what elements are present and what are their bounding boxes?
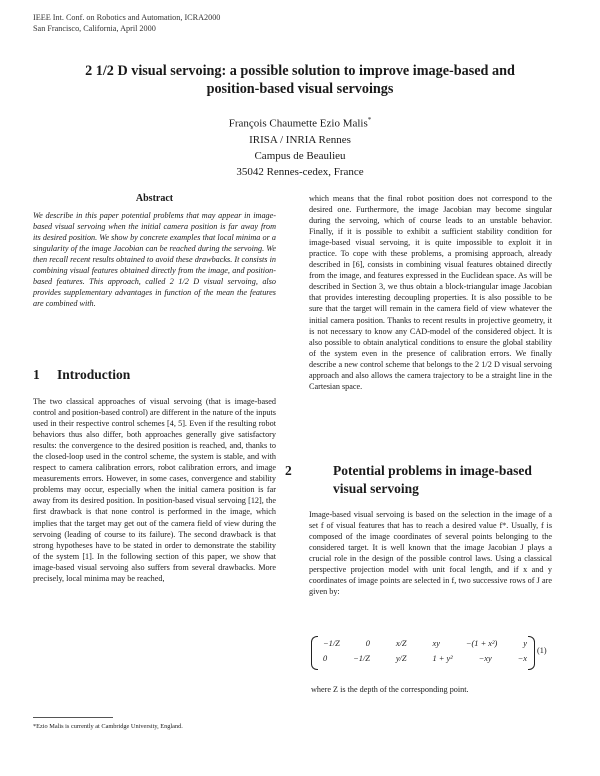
matrix-right-bracket [528,636,535,670]
section-1-heading [33,366,130,384]
section-2-title-1: Potential problems in image-based [333,463,532,478]
author-names-line [150,112,450,132]
title-line-1: 2 1/2 D visual servoing: a possible solution to improve image-based and [85,63,515,79]
conference-line-1: IEEE Int. Conf. on Robotics and Automation, ICRA2000 [33,13,221,22]
matrix-cell: 1 + y² [432,654,453,663]
equation-label: (1) [537,646,547,655]
conference-line-2: San Francisco, California, April 2000 [33,24,156,33]
matrix-cell: 0 [323,654,328,663]
matrix-cell: −xy [478,654,492,663]
section-2-heading [285,462,554,498]
matrix-cell: −x [517,654,527,663]
affiliation: IRISA / INRIA Rennes [249,133,351,146]
section-1-title: Introduction [57,367,131,382]
section-1-number: 1 [33,367,40,382]
footnote-mark: * [367,116,372,124]
jacobian-matrix [311,636,551,670]
equation-explanation: where Z is the depth of the corresponding point. [311,685,469,694]
matrix-row-1 [323,639,527,648]
conference-header [33,12,220,34]
matrix-cell: x/Z [395,639,407,648]
section-2-number: 2 [285,463,292,478]
matrix-left-bracket [311,636,318,670]
section-2-title-line-1 [285,462,554,480]
matrix-row-2 [323,654,527,663]
footnote: *Ezio Malis is currently at Cambridge University, England. [33,723,183,730]
author-block [150,112,450,180]
address-line-2: 35042 Rennes-cedex, France [236,165,364,178]
matrix-cell: −1/Z [323,639,340,648]
matrix-cell: 0 [365,639,370,648]
matrix-cell: −(1 + x²) [465,639,498,648]
address-line-1: Campus de Beaulieu [254,149,346,162]
section-2-title-line-2: visual servoing [333,481,419,496]
title-line-2: position-based visual servoings [206,81,394,97]
paper-title [40,62,560,98]
section-2-text: Image-based visual servoing is based on the selection in the image of a set f of visual features that has to reach a desired value f*. Usually, f is composed of the image coordinates of several points belonging to the considered target. It is well known that the image Jacobian J plays a crucial role in the design of the possible control laws. Using a classical perspective projection model with unit focal length, and if x and y coordinates of image points are selected in f, two successive rows of J are given by: [309,510,552,597]
abstract-text: We describe in this paper potential problems that may appear in image-based visual servoing when the initial camera position is far away from its desired position. We show by concrete examples that local minima or a singularity of the image Jacobian can be reached during the servoing. We then recall recent results obtained to avoid these drawbacks. It consists in combining visual features obtained directly from the image, and position-based features. This approach, called 2 1/2 D visual servoing, also provides supplementary advantages in function of the mean the features are combined with. [33,211,276,309]
author-names: François Chaumette Ezio Malis [228,117,368,130]
introduction-text: The two classical approaches of visual servoing (that is image-based control and position-based control) are different in the nature of the inputs used in their respective control schemes [4, 5]. Even if the resulting robot behaviors thus also differ, both approaches generally give satisfactory results: the convergence to the desired position is reached, and, thanks to the closed-loop used in the control scheme, the system is stable, and with respect to camera calibration errors, robot calibration errors, and image measurements errors. However, in some cases, convergence and stability problems may occur, especially when the initial camera position is far away from its desired position. In position-based visual servoing [12], the first drawback is that none control is performed in the image, which implies that the target may get out of the camera field of view during the servoing (leading of course to its failure). The second drawback is that strong hypotheses have to be stated in order to demonstrate the stability of the system [1]. In the following section of this paper, we show that image-based visual servoing also suffers from several drawbacks. More precisely, local minima may be reached, [33,397,276,583]
abstract-heading: Abstract [135,193,174,204]
matrix-cell: −1/Z [353,654,370,663]
footnote-rule [33,717,113,718]
right-column-text: which means that the final robot position does not correspond to the desired one. Furthermore, the image Jacobian may become singular during the servoing, which of course leads to an unstable behavior. Finally, if it is possible to exhibit a sufficient stability condition for image-based visual servoing, it is quite impossible to exploit it in practice. To cope with these problems, a promising approach, already described in [6], consists in combining visual features obtained directly from the image, and features expressed in the Euclidean space. As will be described in Section 3, we thus obtain a block-triangular image Jacobian that provides interesting decoupling properties. It is also possible to be sure that the target will remain in the camera field of view whatever the initial camera position. Thanks to recent results in projective geometry, it is not necessary to know any CAD-model of the considered object. It is also possible to obtain analytical conditions to ensure the global stability of the system even in the presence of calibration errors. We finally describe a new control scheme that belongs to the 2 1/2 D visual servoing approach and also allows the camera trajectory to be a straight line in the Cartesian space. [309,194,552,391]
matrix-cell: y/Z [395,654,407,663]
matrix-cell: xy [432,639,440,648]
matrix-cell: y [523,639,527,648]
